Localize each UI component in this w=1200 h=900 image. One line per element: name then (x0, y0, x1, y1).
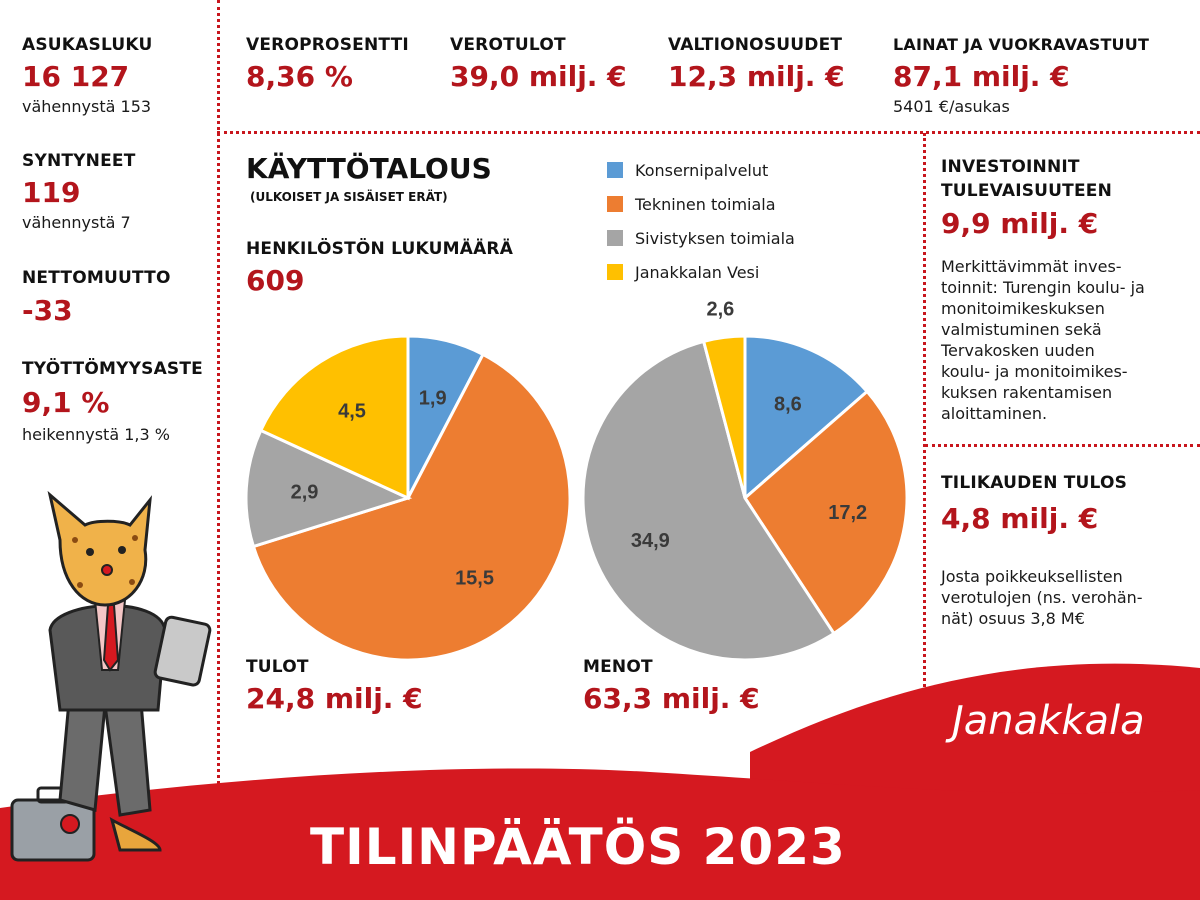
description-line: kuksen rakentamisen (941, 383, 1113, 402)
loans-note: 5401 €/asukas (893, 97, 1010, 116)
legend-label: Tekninen toimiala (635, 195, 776, 214)
tax-rate-label: VEROPROSENTTI (246, 35, 409, 55)
legend-label: Sivistyksen toimiala (635, 229, 795, 248)
tax-revenue-label: VEROTULOT (450, 35, 566, 55)
income-caption-value: 24,8 milj. € (246, 682, 423, 715)
pie-value-label: 2,6 (706, 298, 735, 321)
population-note: vähennystä 153 (22, 97, 152, 116)
operating-title: KÄYTTÖTALOUS (246, 152, 492, 185)
births-label: SYNTYNEET (22, 151, 136, 171)
unemployment-value: 9,1 % (22, 386, 110, 419)
description-line: Tervakosken uuden (941, 341, 1095, 360)
pie-value-label: 34,9 (630, 530, 670, 553)
pie-value-label: 1,9 (418, 387, 447, 410)
pie-value-label: 8,6 (774, 393, 802, 416)
expense-caption-value: 63,3 milj. € (583, 682, 760, 715)
population-value: 16 127 (22, 60, 130, 93)
expense-caption-label: MENOT (583, 657, 653, 677)
pie-value-label: 17,2 (828, 502, 868, 525)
description-line: Josta poikkeuksellisten (941, 567, 1123, 586)
investments-label-line1: INVESTOINNIT (941, 157, 1080, 177)
legend-label: Konsernipalvelut (635, 161, 769, 180)
net-migration-label: NETTOMUUTTO (22, 268, 171, 288)
loans-value: 87,1 milj. € (893, 60, 1070, 93)
description-line: koulu- ja monitoimikes- (941, 362, 1128, 381)
pie-value-label: 4,5 (338, 400, 366, 423)
births-note: vähennystä 7 (22, 213, 131, 232)
operating-subtitle: (ULKOISET JA SISÄISET ERÄT) (250, 190, 448, 204)
investments-value: 9,9 milj. € (941, 207, 1099, 240)
description-line: toinnit: Turengin koulu- ja (941, 278, 1145, 297)
state-aid-label: VALTIONOSUUDET (668, 35, 843, 55)
lynx-mascot-illustration (0, 470, 220, 900)
population-label: ASUKASLUKU (22, 35, 153, 55)
pie-value-label: 15,5 (455, 567, 495, 590)
unemployment-label: TYÖTTÖMYYSASTE (22, 359, 203, 379)
legend-label: Janakkalan Vesi (635, 263, 760, 282)
tax-revenue-value: 39,0 milj. € (450, 60, 627, 93)
income-caption-label: TULOT (246, 657, 309, 677)
description-line: monitoimikeskuksen (941, 299, 1105, 318)
staff-label: HENKILÖSTÖN LUKUMÄÄRÄ (246, 239, 514, 259)
births-value: 119 (22, 176, 81, 209)
state-aid-value: 12,3 milj. € (668, 60, 845, 93)
footer-title: TILINPÄÄTÖS 2023 (310, 818, 846, 876)
tax-rate-value: 8,36 % (246, 60, 353, 93)
investments-label-line2: TULEVAISUUTEEN (941, 181, 1113, 201)
description-line: valmistuminen sekä (941, 320, 1102, 339)
unemployment-note: heikennystä 1,3 % (22, 425, 170, 444)
description-line: verotulojen (ns. verohän- (941, 588, 1143, 607)
description-line: aloittaminen. (941, 404, 1048, 423)
net-migration-value: -33 (22, 294, 73, 327)
description-line: Merkittävimmät inves- (941, 257, 1122, 276)
staff-value: 609 (246, 264, 305, 297)
description-line: nät) osuus 3,8 M€ (941, 609, 1085, 628)
pie-value-label: 2,9 (290, 481, 319, 504)
result-value: 4,8 milj. € (941, 502, 1099, 535)
loans-label: LAINAT JA VUOKRAVASTUUT (893, 35, 1150, 54)
result-label: TILIKAUDEN TULOS (941, 473, 1128, 493)
janakkala-logo: Janakkala (952, 698, 1145, 744)
